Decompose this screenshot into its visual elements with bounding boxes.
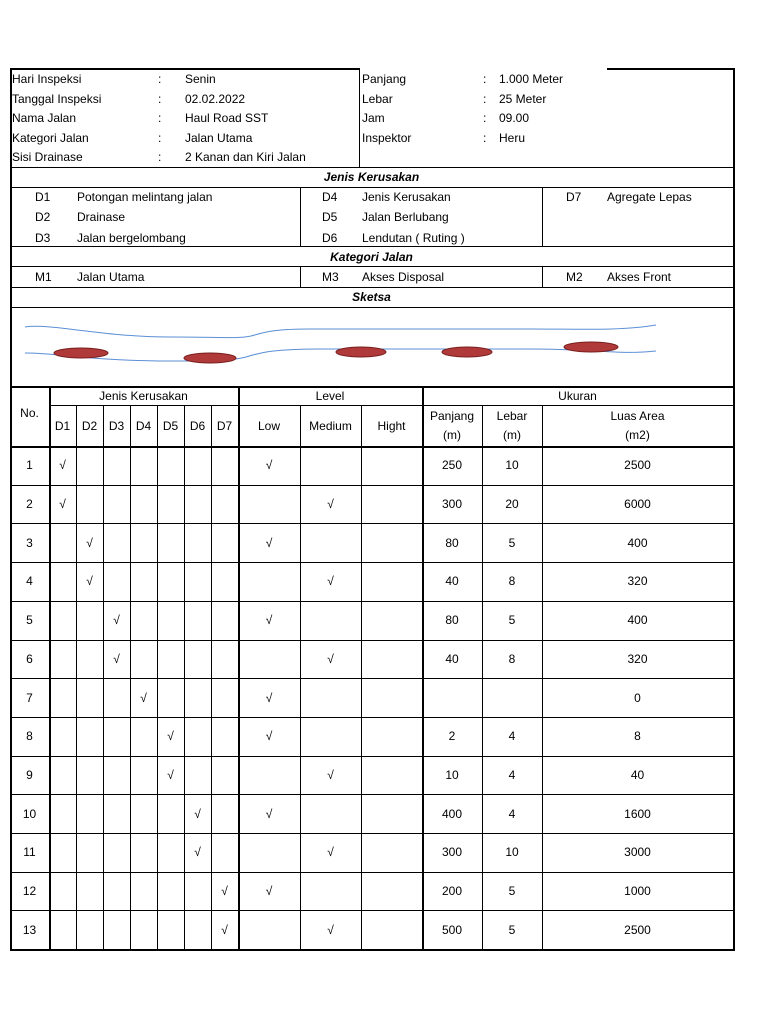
level-check-mark: √: [327, 845, 334, 860]
panjang-value: 500: [441, 922, 463, 937]
grid-line: [607, 68, 733, 70]
grid-line: [10, 307, 733, 308]
damage-label: Drainase: [77, 210, 126, 224]
road-category-code: M1: [35, 270, 52, 284]
grid-line: [10, 167, 733, 168]
info-value: Jalan Utama: [185, 130, 253, 145]
damage-code: D3: [35, 231, 51, 245]
pothole-mark: [184, 353, 236, 363]
damage-check-mark: √: [167, 767, 174, 782]
level-check-mark: √: [265, 690, 273, 705]
col-header-luas-unit: (m2): [625, 428, 650, 442]
luas-value: 6000: [624, 497, 651, 512]
level-check-mark: √: [265, 806, 273, 821]
luas-value: 320: [627, 574, 648, 589]
level-check-mark: √: [327, 574, 334, 589]
panjang-value: 10: [445, 767, 459, 782]
panjang-value: 80: [445, 613, 459, 628]
pothole-mark: [336, 347, 386, 357]
damage-check-mark: √: [113, 613, 120, 628]
damage-label: Jenis Kerusakan: [362, 190, 451, 204]
damage-code: D7: [566, 190, 582, 204]
lebar-value: 10: [505, 458, 519, 473]
info-label: Hari Inspeksi: [12, 72, 82, 86]
panjang-value: 2: [448, 729, 456, 744]
row-number: 8: [26, 729, 33, 744]
luas-value: 400: [627, 535, 648, 550]
info-value: 25 Meter: [499, 91, 547, 106]
info-label: Jam: [362, 111, 385, 125]
panjang-value: 250: [441, 458, 463, 473]
lebar-value: 8: [508, 651, 516, 666]
row-number: 3: [26, 535, 33, 550]
luas-value: 8: [634, 729, 641, 744]
panjang-value: 200: [441, 884, 463, 899]
info-separator: :: [158, 91, 162, 106]
lebar-value: 4: [508, 729, 516, 744]
row-number: 13: [22, 922, 37, 937]
row-number: 7: [26, 690, 33, 705]
damage-code: D6: [322, 231, 338, 245]
grid-line: [359, 68, 360, 168]
luas-value: 40: [630, 767, 645, 782]
col-header-damage-code: D5: [162, 418, 179, 433]
row-number: 4: [26, 574, 33, 589]
damage-check-mark: √: [59, 497, 66, 512]
lebar-value: [482, 678, 542, 717]
damage-check-mark: √: [113, 651, 120, 666]
lebar-value: 10: [505, 845, 519, 860]
damage-check-mark: √: [59, 458, 66, 473]
lebar-value: 8: [508, 574, 516, 589]
lebar-value: 20: [505, 497, 519, 512]
luas-value: 400: [627, 613, 648, 628]
col-header-jenis: Jenis Kerusakan: [99, 389, 188, 403]
lebar-value: 5: [508, 884, 516, 899]
panjang-value: 80: [445, 535, 459, 550]
grid-line: [542, 187, 543, 247]
info-label: Lebar: [362, 91, 393, 106]
damage-label: Lendutan ( Ruting ): [362, 231, 465, 245]
col-header-luas: Luas Area: [610, 409, 665, 423]
row-number: 1: [26, 458, 33, 473]
road-sketch: [11, 309, 732, 387]
col-header-ukuran: Ukuran: [558, 389, 597, 403]
road-category-label: Akses Disposal: [362, 270, 445, 284]
damage-label: Agregate Lepas: [607, 190, 692, 204]
luas-value: 0: [634, 690, 641, 705]
luas-value: 2500: [624, 922, 651, 937]
info-value: 09.00: [499, 111, 530, 125]
col-header-damage-code: D3: [108, 418, 125, 433]
damage-label: Jalan Berlubang: [362, 210, 449, 224]
lebar-value: 5: [508, 922, 516, 937]
info-separator: :: [158, 72, 162, 86]
luas-value: 320: [627, 651, 648, 666]
panjang-value: 40: [445, 574, 459, 589]
col-header-level-1: Medium: [309, 418, 352, 433]
info-separator: :: [158, 130, 162, 145]
level-check-mark: √: [265, 613, 273, 628]
info-value: Senin: [185, 72, 216, 86]
row-number: 2: [26, 497, 33, 512]
grid-line: [542, 266, 543, 287]
row-number: 9: [26, 767, 33, 782]
row-number: 6: [26, 651, 33, 666]
grid-line: [10, 246, 733, 247]
luas-value: 1600: [624, 806, 651, 821]
col-header-damage-code: D6: [189, 418, 206, 433]
col-header-damage-code: D4: [135, 418, 152, 433]
panjang-value: [422, 678, 482, 717]
grid-line: [10, 266, 733, 267]
col-header-damage-code: D1: [54, 418, 71, 433]
luas-value: 1000: [624, 884, 651, 899]
info-label: Sisi Drainase: [12, 150, 83, 164]
damage-label: Jalan bergelombang: [77, 231, 186, 245]
info-separator: :: [158, 111, 162, 125]
road-category-code: M2: [566, 270, 583, 284]
panjang-value: 40: [445, 651, 459, 666]
grid-line: [10, 187, 733, 188]
info-separator: :: [158, 150, 162, 164]
road-edge-top: [25, 325, 656, 338]
col-header-panjang: Panjang: [429, 409, 475, 423]
row-number: 5: [26, 613, 33, 628]
damage-check-mark: √: [140, 690, 147, 705]
row-number: 10: [22, 806, 37, 821]
info-label: Nama Jalan: [12, 111, 77, 125]
info-separator: :: [483, 111, 487, 125]
info-value: 1.000 Meter: [499, 72, 564, 86]
level-check-mark: √: [265, 729, 273, 744]
level-check-mark: √: [265, 535, 273, 550]
road-category-label: Akses Front: [607, 270, 672, 284]
level-check-mark: √: [327, 922, 334, 937]
info-label: Panjang: [362, 72, 407, 86]
info-value: Heru: [499, 130, 526, 145]
luas-value: 2500: [624, 458, 651, 473]
row-number: 11: [23, 845, 36, 860]
grid-line: [300, 266, 301, 287]
level-check-mark: √: [265, 458, 273, 473]
col-header-panjang-unit: (m): [443, 428, 461, 442]
info-label: Kategori Jalan: [12, 130, 89, 145]
pothole-mark: [442, 347, 492, 357]
col-header-level-0: Low: [257, 418, 280, 433]
luas-value: 3000: [624, 845, 651, 860]
panjang-value: 300: [441, 845, 463, 860]
damage-label: Potongan melintang jalan: [77, 190, 213, 204]
damage-check-mark: √: [194, 806, 201, 821]
info-separator: :: [483, 72, 487, 86]
row-number: 12: [22, 884, 37, 899]
grid-line: [10, 949, 733, 951]
grid-line: [10, 287, 733, 288]
damage-code: D4: [322, 190, 338, 204]
level-check-mark: √: [327, 651, 334, 666]
damage-check-mark: √: [221, 922, 228, 937]
pothole-mark: [54, 348, 108, 358]
damage-code: D1: [35, 190, 51, 204]
panjang-value: 400: [441, 806, 463, 821]
jenis-kerusakan-title: Jenis Kerusakan: [323, 170, 420, 184]
grid-line: [300, 187, 301, 247]
damage-check-mark: √: [167, 729, 174, 744]
damage-check-mark: √: [86, 535, 93, 550]
col-header-damage-code: D2: [81, 418, 98, 433]
level-check-mark: √: [265, 884, 273, 899]
col-header-lebar: Lebar: [496, 409, 528, 423]
col-header-lebar-unit: (m): [503, 428, 521, 442]
damage-check-mark: √: [194, 845, 201, 860]
road-category-label: Jalan Utama: [77, 270, 145, 284]
info-label: Inspektor: [362, 130, 412, 145]
lebar-value: 4: [508, 806, 516, 821]
info-separator: :: [483, 130, 487, 145]
info-separator: :: [483, 91, 487, 106]
info-value: Haul Road SST: [185, 111, 269, 125]
lebar-value: 4: [508, 767, 516, 782]
info-value: 02.02.2022: [185, 91, 246, 106]
col-header-level: Level: [315, 389, 345, 403]
grid-line: [733, 68, 735, 951]
info-value: 2 Kanan dan Kiri Jalan: [185, 150, 306, 164]
lebar-value: 5: [508, 613, 516, 628]
level-check-mark: √: [327, 497, 334, 512]
lebar-value: 5: [508, 535, 516, 550]
col-header-damage-code: D7: [216, 418, 233, 433]
kategori-jalan-title: Kategori Jalan: [330, 250, 413, 264]
road-category-code: M3: [322, 270, 339, 284]
sketsa-title: Sketsa: [352, 290, 391, 304]
panjang-value: 300: [441, 497, 463, 512]
level-check-mark: √: [327, 767, 334, 782]
damage-check-mark: √: [86, 574, 93, 589]
col-header-no: No.: [20, 405, 39, 420]
pothole-mark: [564, 342, 618, 352]
col-header-level-2: Hight: [377, 418, 406, 433]
damage-check-mark: √: [221, 884, 228, 899]
info-label: Tanggal Inspeksi: [12, 91, 102, 106]
damage-code: D2: [35, 210, 51, 224]
grid-line: [10, 68, 359, 70]
damage-code: D5: [322, 210, 338, 224]
